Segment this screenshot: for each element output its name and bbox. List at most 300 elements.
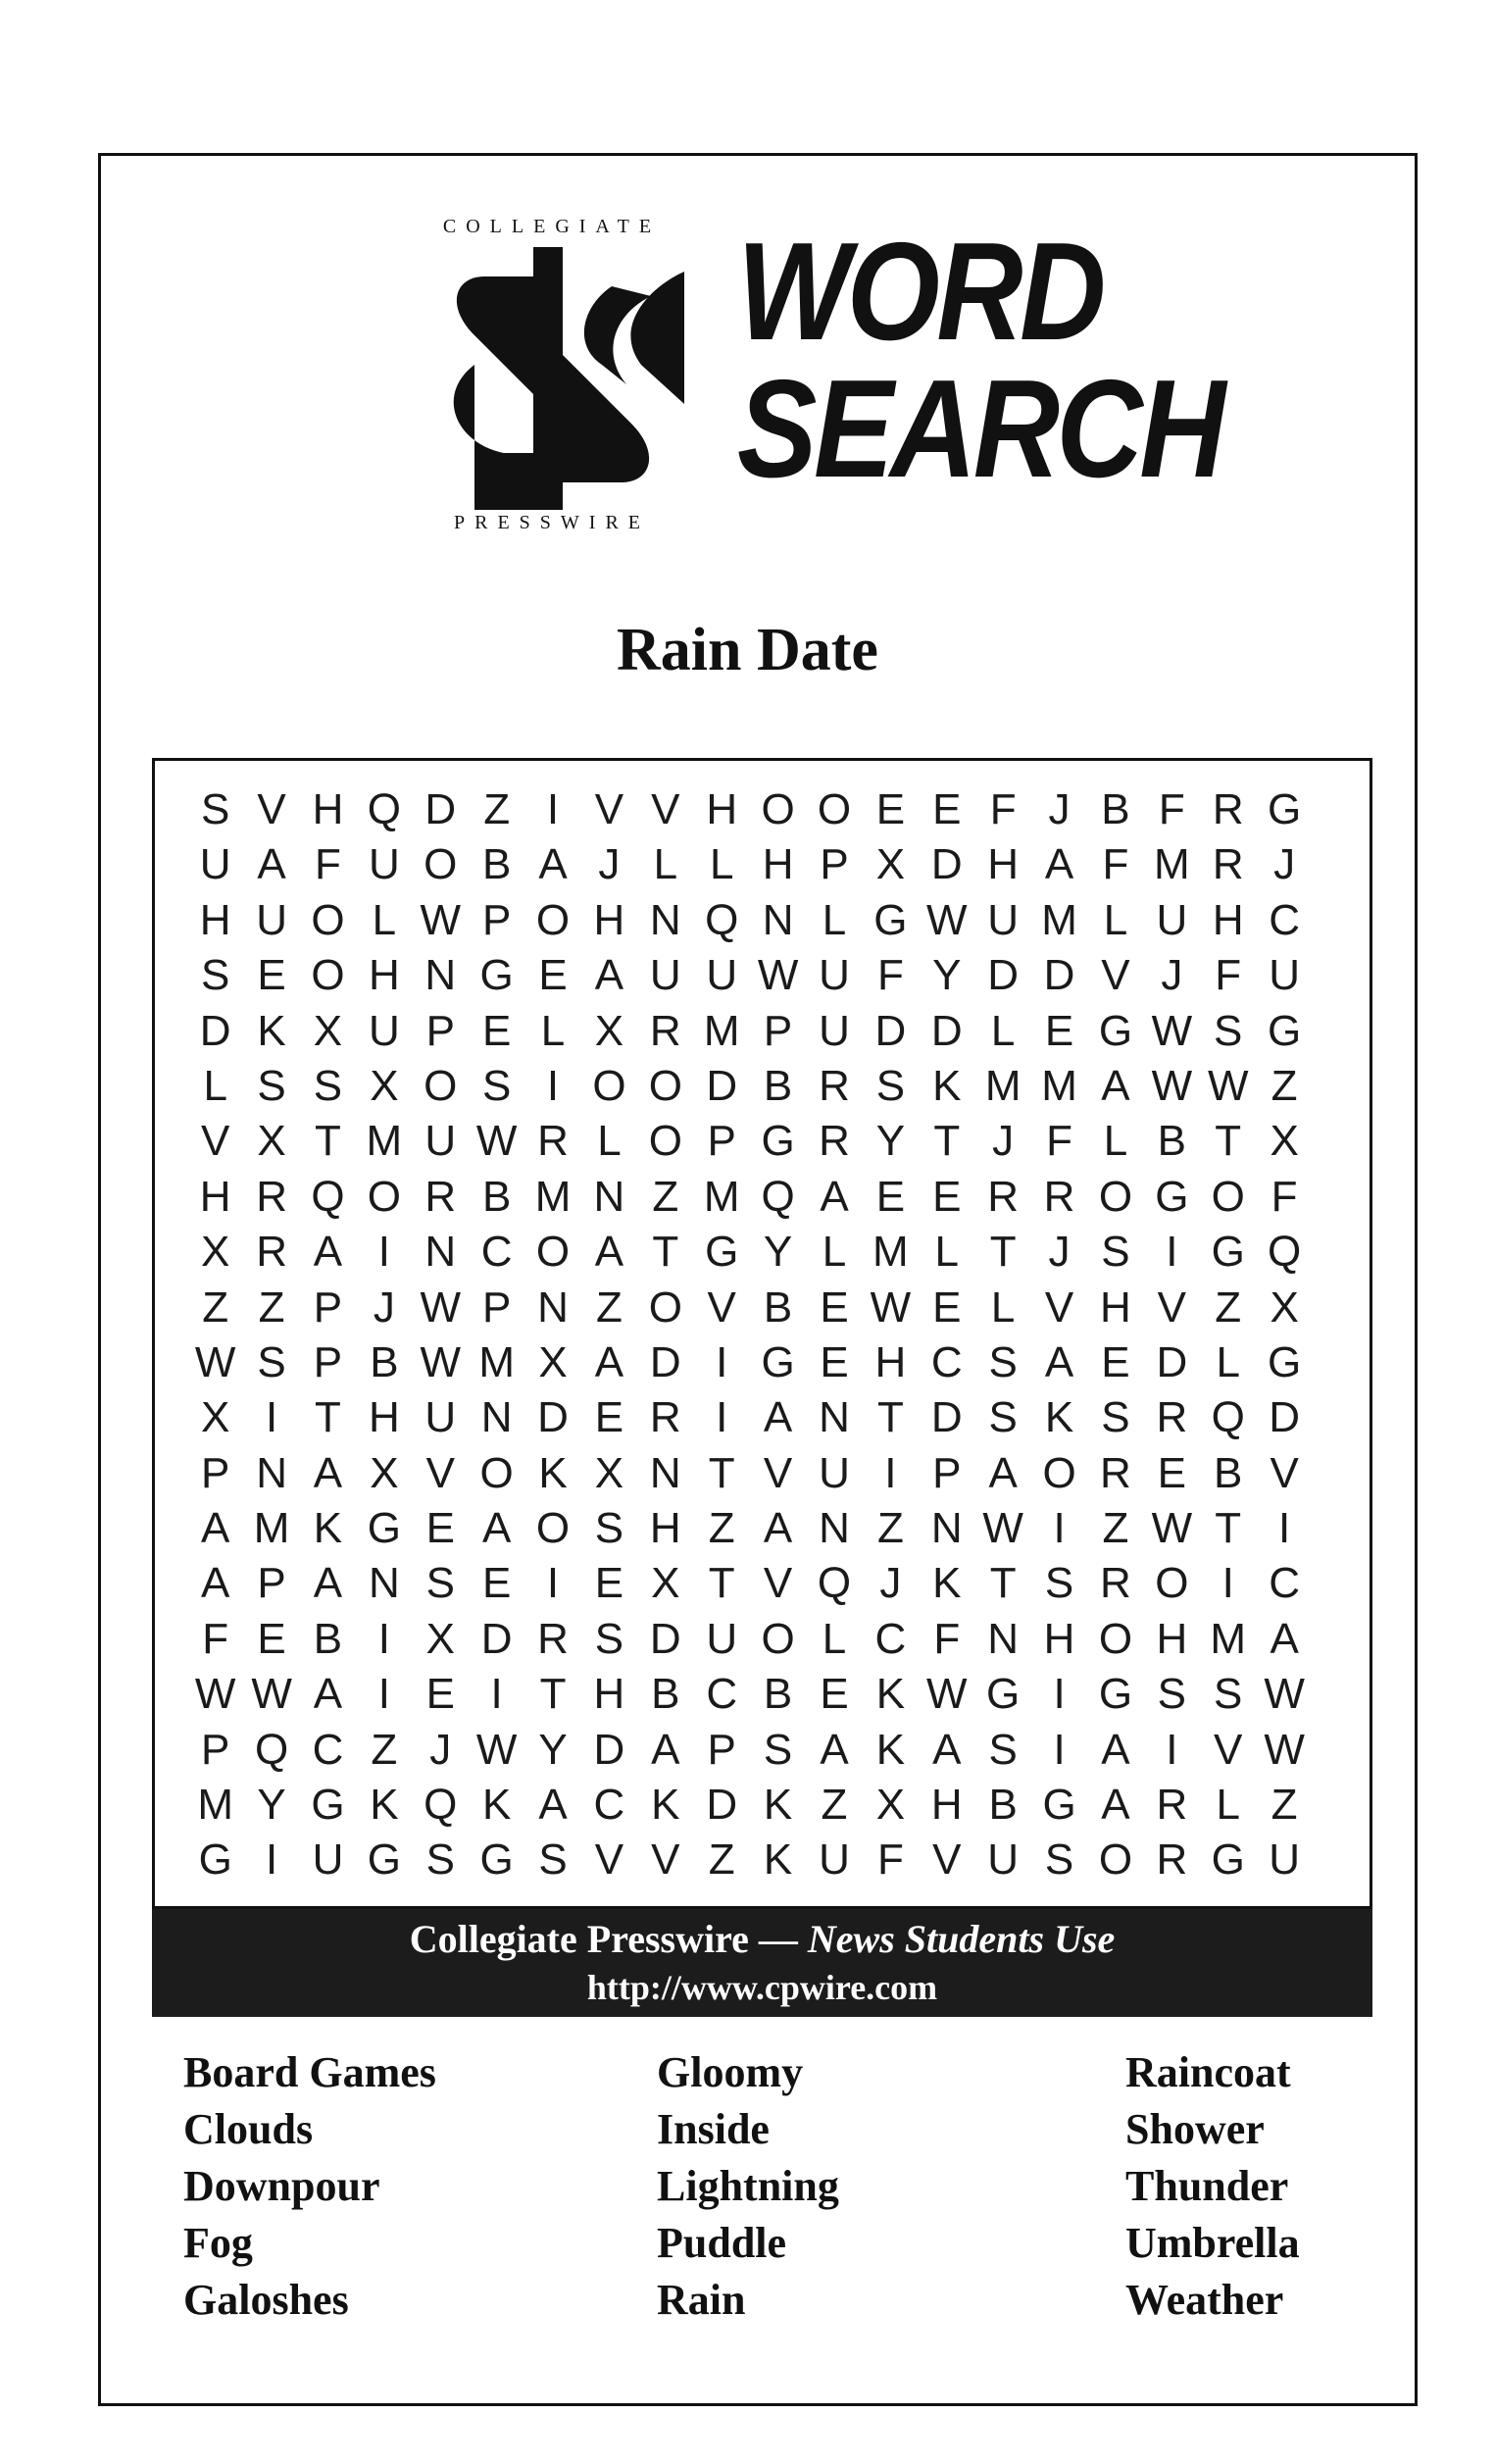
grid-cell[interactable]: D [649,1337,681,1386]
grid-cell[interactable]: R [1156,1781,1188,1830]
grid-cell[interactable]: M [534,1172,572,1221]
grid-cell[interactable]: A [538,1781,568,1830]
grid-cell[interactable]: D [930,1006,963,1055]
grid-cell[interactable]: Z [1271,1061,1298,1110]
grid-cell[interactable]: P [257,1559,286,1608]
grid-cell[interactable]: V [932,1835,962,1885]
grid-cell[interactable]: B [313,1614,343,1663]
grid-cell[interactable]: G [367,1835,401,1885]
grid-cell[interactable]: A [594,951,624,1000]
grid-cell[interactable]: H [593,895,625,944]
grid-cell[interactable]: M [197,1781,234,1830]
grid-cell[interactable]: G [1268,1337,1302,1386]
grid-cell[interactable]: G [1211,1228,1245,1277]
grid-cell[interactable]: T [315,1117,341,1166]
grid-cell[interactable]: I [1053,1504,1066,1553]
grid-cell[interactable]: E [481,1006,512,1055]
grid-cell[interactable]: N [593,1172,625,1221]
grid-cell[interactable]: B [651,1670,680,1719]
grid-cell[interactable]: R [1100,1448,1131,1497]
grid-cell[interactable]: O [817,785,852,833]
grid-cell[interactable]: E [481,1559,512,1608]
grid-cell[interactable]: U [368,840,400,889]
grid-cell[interactable]: K [313,1504,343,1553]
grid-cell[interactable]: R [1100,1559,1131,1608]
grid-cell[interactable]: A [257,840,286,889]
grid-cell[interactable]: O [535,895,571,944]
grid-cell[interactable]: Q [817,1559,852,1608]
grid-cell[interactable]: U [368,1006,400,1055]
grid-cell[interactable]: G [761,1337,795,1386]
grid-cell[interactable]: N [762,895,794,944]
grid-cell[interactable]: G [1042,1781,1076,1830]
grid-cell[interactable]: K [538,1448,568,1497]
grid-cell[interactable]: J [1048,1228,1071,1277]
grid-cell[interactable]: G [479,951,514,1000]
grid-cell[interactable]: I [377,1228,390,1277]
grid-cell[interactable]: L [934,1228,960,1277]
grid-cell[interactable]: G [873,895,908,944]
grid-cell[interactable]: Z [483,785,511,833]
grid-cell[interactable]: X [594,1006,624,1055]
grid-cell[interactable]: G [986,1670,1021,1719]
grid-cell[interactable]: T [708,1448,735,1497]
grid-cell[interactable]: Z [595,1282,623,1332]
grid-cell[interactable]: T [1215,1117,1242,1166]
grid-cell[interactable]: I [1166,1725,1178,1774]
grid-cell[interactable]: I [377,1670,390,1719]
grid-cell[interactable]: U [819,951,850,1000]
grid-cell[interactable]: Q [705,895,739,944]
grid-cell[interactable]: N [649,895,681,944]
grid-cell[interactable]: O [648,1117,682,1166]
grid-cell[interactable]: A [763,1504,793,1553]
grid-cell[interactable]: L [372,895,397,944]
grid-cell[interactable]: I [490,1670,503,1719]
grid-cell[interactable]: P [313,1337,343,1386]
grid-cell[interactable]: V [1044,1282,1074,1332]
grid-cell[interactable]: S [988,1337,1018,1386]
grid-cell[interactable]: I [1053,1725,1066,1774]
grid-cell[interactable]: R [819,1117,850,1166]
grid-cell[interactable]: M [703,1006,740,1055]
grid-cell[interactable]: E [820,1337,849,1386]
grid-cell[interactable]: S [538,1835,568,1885]
grid-cell[interactable]: Y [538,1725,568,1774]
grid-cell[interactable]: U [312,1835,344,1885]
grid-cell[interactable]: F [1046,1117,1072,1166]
grid-cell[interactable]: M [1041,1061,1077,1110]
grid-cell[interactable]: D [1043,951,1075,1000]
grid-cell[interactable]: H [199,895,231,944]
grid-cell[interactable]: A [651,1725,680,1774]
grid-cell[interactable]: H [368,1393,400,1442]
grid-cell[interactable]: A [1044,1337,1074,1386]
grid-cell[interactable]: H [762,840,794,889]
grid-cell[interactable]: E [932,1172,962,1221]
grid-cell[interactable]: L [822,895,847,944]
grid-cell[interactable]: H [1156,1614,1188,1663]
grid-cell[interactable]: H [199,1172,231,1221]
grid-cell[interactable]: V [1270,1448,1299,1497]
grid-cell[interactable]: C [930,1337,963,1386]
grid-cell[interactable]: O [1211,1172,1245,1221]
grid-cell[interactable]: K [481,1781,512,1830]
grid-cell[interactable]: K [932,1559,962,1608]
grid-cell[interactable]: E [257,951,286,1000]
grid-cell[interactable]: J [1161,951,1183,1000]
grid-cell[interactable]: G [311,1781,345,1830]
grid-cell[interactable]: X [875,1781,906,1830]
grid-cell[interactable]: A [1101,1781,1130,1830]
grid-cell[interactable]: S [594,1504,624,1553]
grid-cell[interactable]: H [1100,1282,1131,1332]
grid-cell[interactable]: M [984,1061,1022,1110]
grid-cell[interactable]: J [429,1725,452,1774]
grid-cell[interactable]: U [819,1448,850,1497]
grid-cell[interactable]: H [649,1504,681,1553]
grid-cell[interactable]: S [594,1614,624,1663]
grid-cell[interactable]: V [594,785,624,833]
grid-cell[interactable]: A [313,1228,343,1277]
grid-cell[interactable]: G [1268,785,1302,833]
grid-cell[interactable]: D [930,840,963,889]
grid-cell[interactable]: L [990,1006,1016,1055]
grid-cell[interactable]: U [819,1006,850,1055]
grid-cell[interactable]: B [763,1061,793,1110]
grid-cell[interactable]: L [1103,895,1128,944]
grid-cell[interactable]: K [763,1781,793,1830]
grid-cell[interactable]: R [987,1172,1020,1221]
grid-cell[interactable]: B [1101,785,1130,833]
grid-cell[interactable]: P [707,1725,736,1774]
grid-cell[interactable]: G [1211,1835,1245,1885]
grid-cell[interactable]: S [988,1393,1018,1442]
grid-cell[interactable]: N [424,951,457,1000]
grid-cell[interactable]: R [1212,840,1244,889]
grid-cell[interactable]: D [424,785,457,833]
grid-cell[interactable]: V [651,785,680,833]
grid-cell[interactable]: U [424,1117,457,1166]
grid-cell[interactable]: L [709,840,734,889]
grid-cell[interactable]: J [879,1559,902,1608]
grid-cell[interactable]: C [874,1614,907,1663]
grid-cell[interactable]: R [424,1172,457,1221]
grid-cell[interactable]: W [475,1117,518,1166]
grid-cell[interactable]: J [992,1117,1015,1166]
grid-cell[interactable]: R [256,1228,287,1277]
grid-cell[interactable]: G [1155,1172,1189,1221]
grid-cell[interactable]: Q [1211,1393,1245,1442]
grid-cell[interactable]: B [763,1282,793,1332]
grid-cell[interactable]: G [705,1228,739,1277]
grid-cell[interactable]: A [820,1725,849,1774]
grid-cell[interactable]: T [652,1228,679,1277]
grid-cell[interactable]: O [648,1061,682,1110]
grid-cell[interactable]: N [368,1559,400,1608]
grid-cell[interactable]: L [1216,1337,1240,1386]
grid-cell[interactable]: U [706,1614,738,1663]
grid-cell[interactable]: A [1270,1614,1299,1663]
grid-cell[interactable]: D [930,1393,963,1442]
grid-cell[interactable]: N [819,1393,850,1442]
grid-cell[interactable]: U [199,840,231,889]
grid-cell[interactable]: R [1043,1172,1075,1221]
grid-cell[interactable]: C [312,1725,344,1774]
grid-cell[interactable]: T [933,1117,961,1166]
grid-cell[interactable]: U [987,1835,1020,1885]
grid-cell[interactable]: S [875,1061,906,1110]
grid-cell[interactable]: U [706,951,738,1000]
grid-cell[interactable]: V [763,1448,793,1497]
grid-cell[interactable]: U [987,895,1020,944]
grid-cell[interactable]: A [201,1559,230,1608]
grid-cell[interactable]: V [707,1282,736,1332]
grid-cell[interactable]: W [194,1337,236,1386]
grid-cell[interactable]: M [1210,1614,1247,1663]
grid-cell[interactable]: A [820,1172,849,1221]
grid-cell[interactable]: E [875,1172,906,1221]
grid-cell[interactable]: G [1268,1006,1302,1055]
grid-cell[interactable]: D [1156,1337,1188,1386]
grid-cell[interactable]: S [1214,1670,1243,1719]
grid-cell[interactable]: E [594,1393,624,1442]
grid-cell[interactable]: S [1101,1228,1130,1277]
grid-cell[interactable]: O [479,1448,514,1497]
grid-cell[interactable]: M [1154,840,1190,889]
grid-cell[interactable]: O [1098,1614,1133,1663]
grid-cell[interactable]: A [1044,840,1074,889]
grid-cell[interactable]: M [253,1504,290,1553]
grid-cell[interactable]: K [257,1006,286,1055]
grid-cell[interactable]: S [313,1061,343,1110]
grid-cell[interactable]: F [876,1835,904,1885]
grid-cell[interactable]: S [425,1559,455,1608]
grid-cell[interactable]: L [990,1282,1016,1332]
grid-cell[interactable]: I [1053,1670,1066,1719]
grid-cell[interactable]: E [1101,1337,1130,1386]
grid-cell[interactable]: E [932,1282,962,1332]
grid-cell[interactable]: P [707,1117,736,1166]
grid-cell[interactable]: B [370,1337,399,1386]
grid-cell[interactable]: P [425,1006,455,1055]
grid-cell[interactable]: O [1042,1448,1076,1497]
grid-cell[interactable]: X [1270,1282,1299,1332]
grid-cell[interactable]: S [425,1835,455,1885]
grid-cell[interactable]: R [537,1614,569,1663]
grid-cell[interactable]: Q [761,1172,795,1221]
grid-cell[interactable]: A [313,1559,343,1608]
grid-cell[interactable]: W [420,895,462,944]
grid-cell[interactable]: K [1044,1393,1074,1442]
grid-cell[interactable]: I [265,1835,278,1885]
grid-cell[interactable]: B [763,1670,793,1719]
grid-cell[interactable]: O [424,840,458,889]
grid-cell[interactable]: Z [371,1725,398,1774]
grid-cell[interactable]: D [706,1781,738,1830]
grid-cell[interactable]: L [822,1614,847,1663]
grid-cell[interactable]: V [1157,1282,1187,1332]
grid-cell[interactable]: N [256,1448,287,1497]
grid-cell[interactable]: O [761,785,795,833]
grid-cell[interactable]: A [201,1504,230,1553]
grid-cell[interactable]: H [593,1670,625,1719]
grid-cell[interactable]: L [1216,1781,1240,1830]
grid-cell[interactable]: I [546,1559,560,1608]
grid-cell[interactable]: W [926,1670,968,1719]
grid-cell[interactable]: A [988,1448,1018,1497]
grid-cell[interactable]: J [1273,840,1296,889]
grid-cell[interactable]: R [819,1061,850,1110]
grid-cell[interactable]: X [313,1006,343,1055]
grid-cell[interactable]: E [594,1559,624,1608]
grid-cell[interactable]: Y [763,1228,793,1277]
grid-cell[interactable]: W [1207,1061,1249,1110]
grid-cell[interactable]: B [481,840,512,889]
grid-cell[interactable]: S [988,1725,1018,1774]
grid-cell[interactable]: K [370,1781,399,1830]
grid-cell[interactable]: S [1044,1835,1074,1885]
grid-cell[interactable]: P [932,1448,962,1497]
grid-cell[interactable]: P [313,1282,343,1332]
grid-cell[interactable]: E [1044,1006,1074,1055]
grid-cell[interactable]: L [822,1228,847,1277]
grid-cell[interactable]: J [598,840,621,889]
grid-cell[interactable]: G [1098,1670,1133,1719]
grid-cell[interactable]: R [256,1172,287,1221]
grid-cell[interactable]: O [424,1061,458,1110]
grid-cell[interactable]: J [1048,785,1071,833]
grid-cell[interactable]: L [597,1117,622,1166]
grid-cell[interactable]: D [987,951,1020,1000]
grid-cell[interactable]: D [874,1006,907,1055]
grid-cell[interactable]: I [1278,1504,1291,1553]
grid-cell[interactable]: T [708,1559,735,1608]
grid-cell[interactable]: H [874,1337,907,1386]
grid-cell[interactable]: T [876,1393,904,1442]
grid-cell[interactable]: W [420,1337,462,1386]
grid-cell[interactable]: N [930,1504,963,1553]
grid-cell[interactable]: T [989,1228,1017,1277]
grid-cell[interactable]: Q [1268,1228,1302,1277]
grid-cell[interactable]: I [1221,1559,1234,1608]
grid-cell[interactable]: X [425,1614,455,1663]
grid-cell[interactable]: I [716,1337,728,1386]
grid-cell[interactable]: D [1269,1393,1300,1442]
grid-cell[interactable]: W [926,895,968,944]
grid-cell[interactable]: O [535,1504,571,1553]
grid-cell[interactable]: M [1041,895,1077,944]
grid-cell[interactable]: Z [652,1172,679,1221]
grid-cell[interactable]: Z [876,1504,904,1553]
grid-cell[interactable]: Q [311,1172,345,1221]
grid-cell[interactable]: S [201,785,230,833]
grid-cell[interactable]: I [377,1614,390,1663]
grid-cell[interactable]: M [478,1337,515,1386]
grid-cell[interactable]: O [535,1228,571,1277]
grid-cell[interactable]: C [1269,895,1300,944]
grid-cell[interactable]: W [420,1282,462,1332]
grid-cell[interactable]: F [315,840,341,889]
grid-cell[interactable]: N [987,1614,1020,1663]
grid-cell[interactable]: D [199,1006,231,1055]
grid-cell[interactable]: F [1215,951,1242,1000]
grid-cell[interactable]: V [1214,1725,1243,1774]
grid-cell[interactable]: S [1157,1670,1187,1719]
grid-cell[interactable]: D [649,1614,681,1663]
grid-cell[interactable]: W [1151,1006,1193,1055]
grid-cell[interactable]: K [651,1781,680,1830]
grid-cell[interactable]: O [592,1061,626,1110]
grid-cell[interactable]: D [537,1393,569,1442]
grid-cell[interactable]: B [988,1781,1018,1830]
grid-cell[interactable]: P [481,895,512,944]
grid-cell[interactable]: N [819,1504,850,1553]
grid-cell[interactable]: Y [257,1781,286,1830]
grid-cell[interactable]: T [539,1670,567,1719]
grid-cell[interactable]: H [1043,1614,1075,1663]
grid-cell[interactable]: H [1212,895,1244,944]
grid-cell[interactable]: A [313,1670,343,1719]
grid-cell[interactable]: A [1101,1725,1130,1774]
grid-cell[interactable]: S [257,1337,286,1386]
grid-cell[interactable]: N [649,1448,681,1497]
grid-cell[interactable]: U [256,895,287,944]
grid-cell[interactable]: E [425,1504,455,1553]
grid-cell[interactable]: B [1157,1117,1187,1166]
grid-cell[interactable]: Z [258,1282,285,1332]
grid-cell[interactable]: X [538,1337,568,1386]
grid-cell[interactable]: R [1156,1835,1188,1885]
grid-cell[interactable]: Q [367,785,401,833]
grid-cell[interactable]: F [1158,785,1185,833]
grid-cell[interactable]: X [370,1448,399,1497]
grid-cell[interactable]: R [649,1393,681,1442]
grid-cell[interactable]: W [1151,1061,1193,1110]
grid-cell[interactable]: Z [1215,1282,1242,1332]
grid-cell[interactable]: W [251,1670,292,1719]
grid-cell[interactable]: K [763,1835,793,1885]
grid-cell[interactable]: Q [424,1781,458,1830]
grid-cell[interactable]: O [367,1172,401,1221]
grid-cell[interactable]: R [649,1006,681,1055]
grid-cell[interactable]: F [876,951,904,1000]
grid-cell[interactable]: D [593,1725,625,1774]
grid-cell[interactable]: Z [1102,1504,1129,1553]
grid-cell[interactable]: S [201,951,230,1000]
grid-cell[interactable]: Z [202,1282,229,1332]
grid-cell[interactable]: V [425,1448,455,1497]
grid-cell[interactable]: X [370,1061,399,1110]
grid-cell[interactable]: S [481,1061,512,1110]
grid-cell[interactable]: K [932,1061,962,1110]
grid-cell[interactable]: T [315,1393,341,1442]
grid-cell[interactable]: N [537,1282,569,1332]
grid-cell[interactable]: W [1151,1504,1193,1553]
grid-cell[interactable]: H [368,951,400,1000]
grid-cell[interactable]: A [594,1228,624,1277]
grid-cell[interactable]: O [761,1614,795,1663]
grid-cell[interactable]: F [933,1614,961,1663]
grid-cell[interactable]: D [480,1614,513,1663]
grid-cell[interactable]: G [198,1835,232,1885]
grid-cell[interactable]: E [257,1614,286,1663]
grid-cell[interactable]: F [1271,1172,1298,1221]
grid-cell[interactable]: H [312,785,344,833]
grid-cell[interactable]: O [1098,1835,1133,1885]
grid-cell[interactable]: Z [708,1504,735,1553]
grid-cell[interactable]: C [706,1670,738,1719]
